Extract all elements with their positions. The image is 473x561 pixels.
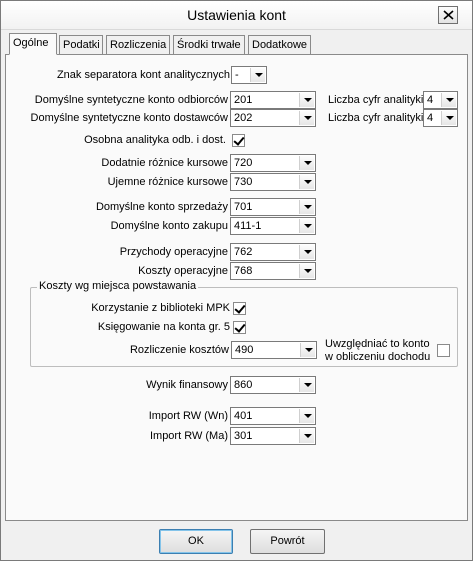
chevron-down-icon[interactable] (299, 245, 314, 259)
rozliczenie-label: Rozliczenie kosztów (129, 344, 229, 356)
chevron-down-icon[interactable] (299, 175, 314, 189)
zakupu-label: Domyślne konto zakupu (110, 220, 228, 232)
close-button[interactable] (438, 6, 458, 24)
biblioteka-checkbox[interactable] (233, 302, 246, 315)
chevron-down-icon[interactable] (300, 343, 315, 357)
cyfry-odb-value: 4 (427, 94, 434, 106)
biblioteka-label: Korzystanie z biblioteki MPK (91, 302, 230, 314)
osobna-label: Osobna analityka odb. i dost. (84, 134, 226, 146)
chevron-down-icon[interactable] (299, 200, 314, 214)
rw-wn-combo[interactable] (230, 407, 316, 425)
osobna-checkbox[interactable] (232, 134, 245, 147)
uwzgledniac-checkbox[interactable] (437, 344, 450, 357)
tab-rozliczenia[interactable]: Rozliczenia (106, 35, 170, 54)
cyfry-dost-combo[interactable] (423, 109, 458, 127)
sprzedazy-label: Domyślne konto sprzedaży (95, 201, 228, 213)
chevron-down-icon[interactable] (299, 409, 314, 423)
powrot-button[interactable]: Powrót (250, 529, 325, 554)
przychody-combo[interactable] (230, 243, 316, 261)
sprzedazy-combo[interactable] (230, 198, 316, 216)
dostawcow-combo[interactable] (230, 109, 316, 127)
tab-srodki-trwale[interactable]: Środki trwałe (173, 35, 245, 54)
dostawcow-value: 202 (234, 112, 253, 124)
chevron-down-icon[interactable] (250, 68, 265, 82)
dodatnie-label: Dodatnie różnice kursowe (101, 157, 228, 169)
odbiorcow-label: Domyślne syntetyczne konto odbiorców (34, 94, 228, 106)
tab-dodatkowe[interactable]: Dodatkowe (248, 35, 311, 54)
cyfry-dost-value: 4 (427, 112, 434, 124)
separator-combo[interactable] (231, 66, 267, 84)
sprzedazy-value: 701 (234, 201, 253, 213)
mpk-group-title: Koszty wg miejsca powstawania (39, 280, 197, 292)
przychody-value: 762 (234, 246, 253, 258)
ujemne-label: Ujemne różnice kursowe (107, 176, 228, 188)
koszty-label: Koszty operacyjne (138, 265, 228, 277)
chevron-down-icon[interactable] (299, 93, 314, 107)
chevron-down-icon[interactable] (299, 429, 314, 443)
ujemne-combo[interactable] (230, 173, 316, 191)
window-title: Ustawienia kont (187, 7, 286, 23)
zakupu-value: 411-1 (234, 220, 262, 232)
zakupu-combo[interactable] (230, 217, 316, 235)
koszty-combo[interactable] (230, 262, 316, 280)
rw-ma-value: 301 (234, 430, 253, 442)
ok-button[interactable]: OK (159, 529, 233, 554)
rozliczenie-combo[interactable] (231, 341, 317, 359)
odbiorcow-value: 201 (234, 94, 253, 106)
chevron-down-icon[interactable] (299, 264, 314, 278)
wynik-value: 860 (234, 379, 253, 391)
rw-ma-combo[interactable] (230, 427, 316, 445)
chevron-down-icon[interactable] (441, 93, 456, 107)
ksiegowanie-label: Księgowanie na konta gr. 5 (97, 321, 230, 333)
chevron-down-icon[interactable] (441, 111, 456, 125)
rozliczenie-value: 490 (235, 344, 254, 356)
tab-panel-ogolne (5, 54, 468, 521)
przychody-label: Przychody operacyjne (119, 246, 228, 258)
rw-wn-label: Import RW (Wn) (148, 410, 228, 422)
koszty-value: 768 (234, 265, 253, 277)
dodatnie-value: 720 (234, 157, 253, 169)
ujemne-value: 730 (234, 176, 253, 188)
close-icon (443, 10, 454, 20)
chevron-down-icon[interactable] (299, 156, 314, 170)
tab-ogolne[interactable]: Ogólne (9, 33, 57, 55)
dodatnie-combo[interactable] (230, 154, 316, 172)
rw-wn-value: 401 (234, 410, 253, 422)
separator-value: - (235, 69, 239, 81)
odbiorcow-combo[interactable] (230, 91, 316, 109)
dostawcow-label: Domyślne syntetyczne konto dostawców (30, 112, 228, 124)
ksiegowanie-checkbox[interactable] (233, 321, 246, 334)
chevron-down-icon[interactable] (299, 219, 314, 233)
chevron-down-icon[interactable] (299, 111, 314, 125)
title-bar (1, 1, 472, 30)
wynik-combo[interactable] (230, 376, 316, 394)
rw-ma-label: Import RW (Ma) (149, 430, 228, 442)
chevron-down-icon[interactable] (299, 378, 314, 392)
separator-label: Znak separatora kont analitycznych (56, 69, 230, 81)
cyfry-odb-label: Liczba cyfr analityki (328, 94, 424, 106)
cyfry-odb-combo[interactable] (423, 91, 458, 109)
uwzgledniac-label: Uwzględniać to konto w obliczeniu dochodu (325, 338, 431, 363)
wynik-label: Wynik finansowy (146, 379, 228, 391)
tab-podatki[interactable]: Podatki (59, 35, 103, 54)
cyfry-dost-label: Liczba cyfr analityki (328, 112, 424, 124)
mpk-groupbox (30, 280, 458, 367)
